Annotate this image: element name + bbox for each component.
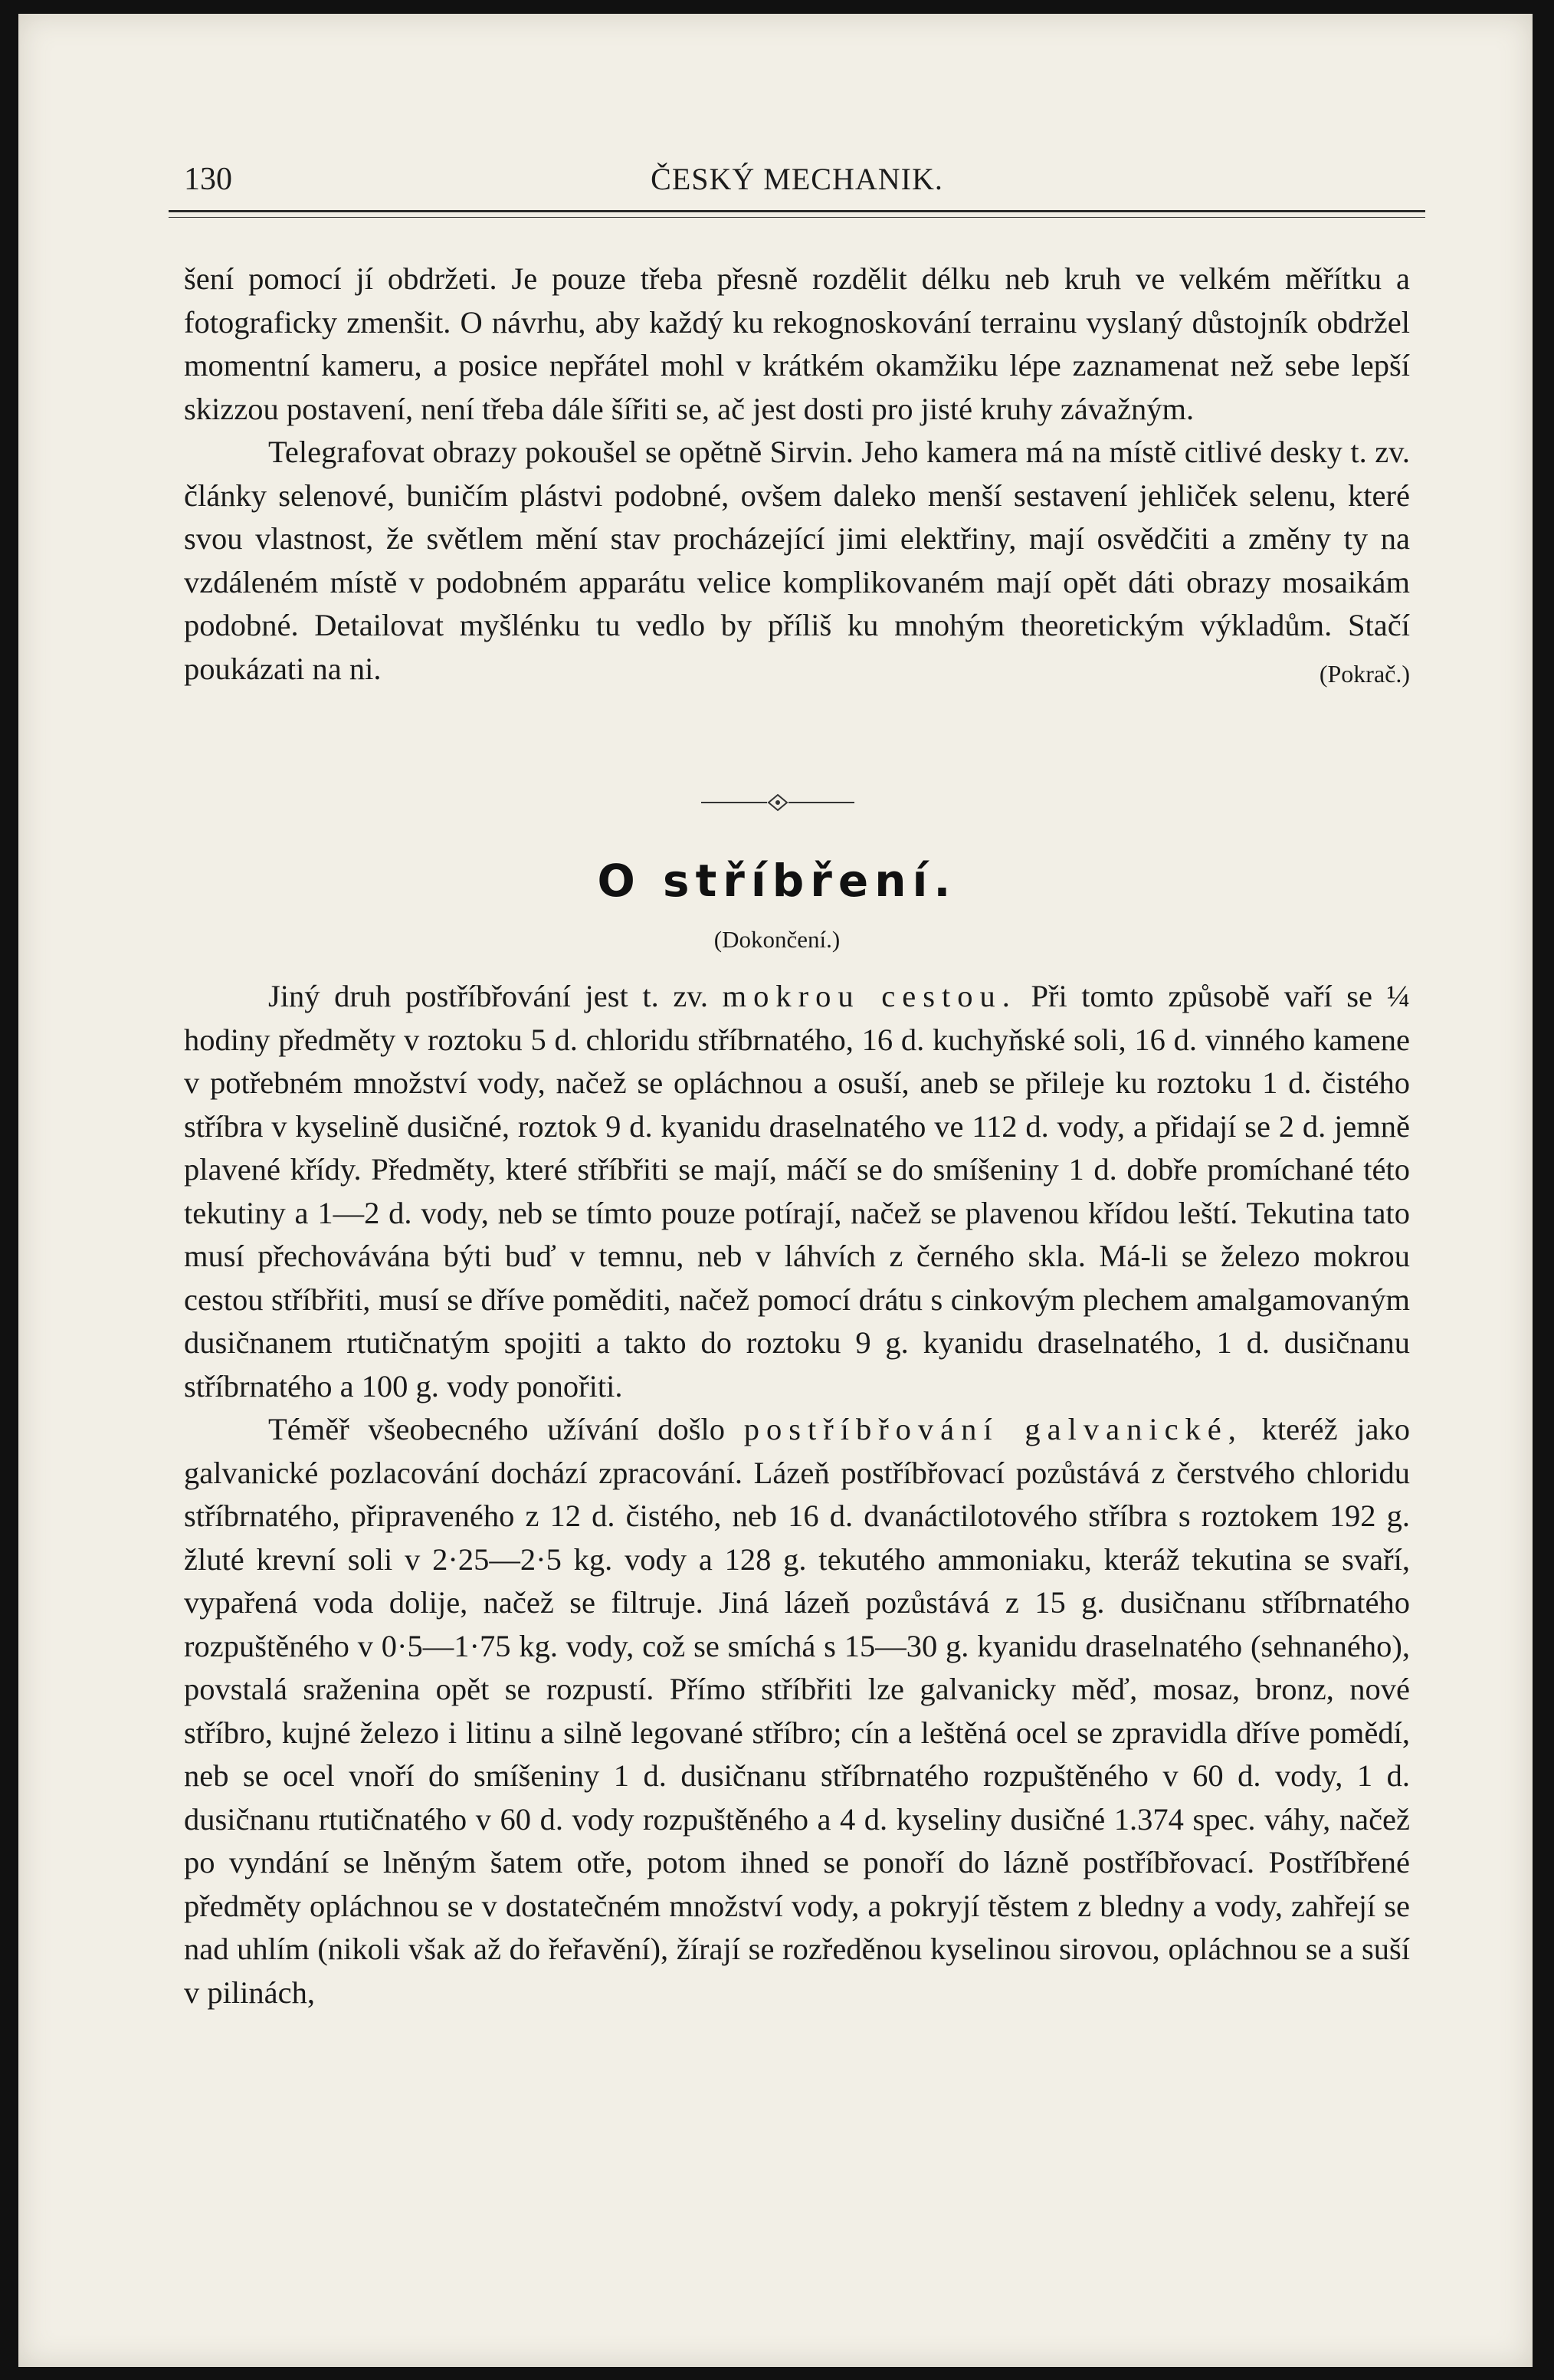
article-paragraph-2-rest: kteréž jako galvanické pozlacování dochází zpracování. Lázeň postříbřovací pozůstává z čerstvého chloridu stříbrnatého, připraveného z 12 d. čistého, neb 16 d. dvanáctilotového stříbra s roztokem 192 g. žluté krevní soli v 2·25—2·5 kg. vody a 128 g. tekutého ammoniaku, kteráž tekutina se svaří, vypařená voda dolije, načež se filtruje. Jiná lázeň pozůstává z 15 g. dusičnanu stříbrnatého rozpuštěného v 0·5—1·75 kg. vody, což se smíchá s 15—30 g. kyanidu draselnatého (sehnaného), povstalá sraženina opět se rozpustí. Přímo stříbřiti lze galvanicky měď, mosaz, bronz, nové stříbro, kujné železo i litinu a silně legované stříbro; cín a leštěná ocel se zpravidla dříve pomědí, neb se ocel vnoří do smíšeniny 1 d. dusičnanu stříbrnatého rozpuštěného v 60 d. vody, 1 d. dusičnanu rtutičnatého v 60 d. vody rozpuštěného a 4 d. kyseliny dusičné 1.374 spec. váhy, načež po vyndání se lněným šatem otře, potom ihned se ponoří do lázně postříbřovací. Postříbřené předměty opláchnou se v dostatečném množství vody, a pokryjí těstem z bledny a vody, zahřejí se nad uhlím (nikoli však až do řeřavění), žírají se rozředěnou kyselinou sirovou, opláchnou se a suší v pilinách, bbox=[184, 1412, 1410, 2010]
article-title: O stříbření. bbox=[597, 855, 957, 907]
continued-article bbox=[184, 258, 1410, 695]
header-rule-thin bbox=[169, 217, 1425, 218]
emphasis-galvanic-silvering: postříbřování galvanické, bbox=[743, 1412, 1243, 1446]
article-paragraph-2-start: Téměř všeobecného užívání došlo bbox=[268, 1412, 744, 1446]
journal-title: ČESKÝ MECHANIK. bbox=[651, 162, 943, 196]
section-divider-ornament bbox=[701, 791, 854, 814]
article-body bbox=[184, 975, 1410, 2014]
article-paragraph-1 bbox=[184, 975, 1410, 1408]
continued-paragraph-1: šení pomocí jí obdržeti. Je pouze třeba přesně rozdělit délku neb kruh ve velkém měřítku a fotograficky zmenšit. O návrhu, aby každý ku rekognoskování terrainu vyslaný důstojník obdržel momentní kameru, a posice nepřátel mohl v krátkém okamžiku lépe zaznamenat než sebe lepší skizzou postavení, není třeba dále šířiti se, ač jest dosti pro jisté kruhy závažným. bbox=[184, 261, 1410, 426]
article-subtitle: (Dokončení.) bbox=[713, 926, 841, 953]
header-rule-thick bbox=[169, 210, 1425, 212]
continued-paragraph-2-text: Telegrafovat obrazy pokoušel se opětně Sirvin. Jeho kamera má na místě citlivé desky t. zv. články selenové, buničím plástvi podobné, ovšem daleko menší sestavení jehliček selenu, které svou vlastnost, že světlem mění stav procházející jimi elektřiny, mají osvědčiti a změny ty na vzdáleném místě v podobném apparátu velice komplikovaném mají opět dáti obrazy mosaikám podobné. Detailovat myšlénku tu vedlo by příliš ku mnohým theoretickým výkladům. Stačí poukázati na ni. bbox=[184, 435, 1410, 686]
continued-paragraph-2 bbox=[184, 431, 1410, 691]
article-paragraph-2 bbox=[184, 1408, 1410, 2014]
emphasis-wet-method: mokrou cestou. bbox=[722, 979, 1017, 1013]
page-number: 130 bbox=[184, 162, 232, 197]
to-be-continued-note: (Pokrač.) bbox=[1319, 659, 1410, 688]
article-paragraph-1-start: Jiný druh postříbřování jest t. zv. bbox=[268, 979, 723, 1013]
running-head bbox=[169, 161, 1425, 207]
article-paragraph-1-rest: Při tomto způsobě vaří se ¼ hodiny předměty v roztoku 5 d. chloridu stříbrnatého, 16 d. kuchyňské soli, 16 d. vinného kamene v potřebném množství vody, načež se opláchnou a osuší, aneb se přileje ku roztoku 1 d. čistého stříbra v kyselině dusičné, roztok 9 d. kyanidu draselnatého ve 112 d. vody, a přidají se 2 d. jemně plavené křídy. Předměty, které stříbřiti se mají, máčí se do smíšeniny 1 d. dobře promíchané této tekutiny a 1—2 d. vody, neb se tímto pouze potírají, načež se plavenou křídou leští. Tekutina tato musí přechovávána býti buď v temnu, neb v láhvích z černého skla. Má-li se železo mokrou cestou stříbřiti, musí se dříve poměditi, načež pomocí drátu s cinkovým plechem amalgamovaným dusičnanem rtutičnatým spojiti a takto do roztoku 9 g. kyanidu draselnatého, 1 d. dusičnanu stříbrnatého a 100 g. vody ponořiti. bbox=[184, 979, 1410, 1403]
